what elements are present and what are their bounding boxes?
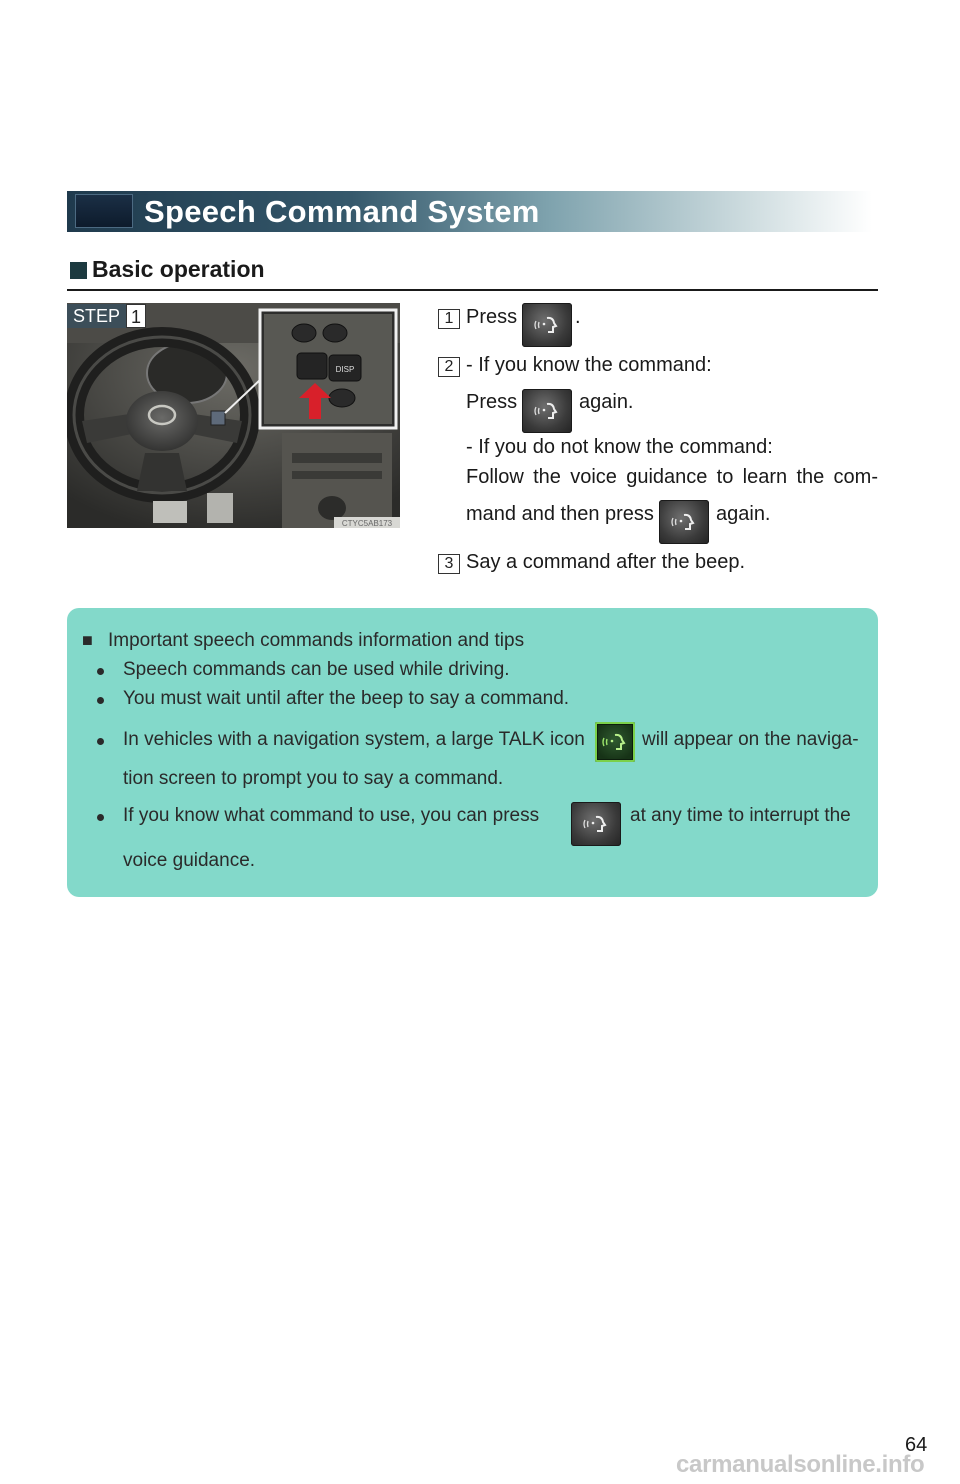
page-title: Speech Command System [144,194,540,229]
step1-text-before: Press [466,306,518,328]
step-badge [67,304,146,328]
tip-4-continued: voice guidance. [123,850,256,871]
bullet-icon [97,738,104,745]
tip-3-before: In vehicles with a navigation system, a large TALK icon [123,729,585,750]
bullet-icon [97,814,104,821]
tip-1: Speech commands can be used while driving. [123,659,510,680]
disp-label: DISP [335,365,355,374]
banner-image-chip [75,194,133,228]
step2-line2-before: Press [466,391,518,413]
step2-line3: - If you do not know the command: [466,436,773,458]
tip-3-continued: tion screen to prompt you to say a command. [123,768,504,789]
page-number: 64 [905,1434,928,1456]
talk-button-icon [659,500,709,544]
step-number-box-1: 1 [438,309,460,329]
section-square-icon [70,262,87,279]
tip-2: You must wait until after the beep to say a command. [123,688,570,709]
talk-button-icon [522,303,572,347]
steering-wheel-figure [67,303,400,528]
steering-wheel-illustration [67,303,400,528]
tip-3-after: will appear on the naviga- [642,729,859,750]
step-number-box-3: 3 [438,554,460,574]
section-title: Basic operation [92,256,265,282]
talk-button-icon [522,389,572,433]
step2-line5-before: mand and then press [466,503,654,525]
talk-icon-green [595,722,635,762]
footer-url[interactable]: carmanualsonline.info [676,1451,925,1478]
step2-line4: Follow the voice guidance to learn the com- [466,466,878,488]
bullet-icon [97,668,104,675]
step1-text-after: . [575,306,581,328]
step-number: 1 [126,304,146,328]
step2-line5-after: again. [716,503,771,525]
step2-line2-after: again. [579,391,634,413]
bullet-icon [97,697,104,704]
talk-button-icon [571,802,621,846]
step2-line1: - If you know the command: [466,354,712,376]
tip-4-before: If you know what command to use, you can press [123,805,540,826]
step-label: STEP [67,304,126,328]
step3-text: Say a command after the beep. [466,551,746,573]
section-divider [67,289,878,291]
step-number-box-2: 2 [438,357,460,377]
tips-heading: Important speech commands information and tips [108,630,525,651]
tips-heading-marker: ■ [82,630,93,650]
figure-code: CTYC5AB173 [341,519,393,528]
tip-4-after: at any time to interrupt the [630,805,851,826]
